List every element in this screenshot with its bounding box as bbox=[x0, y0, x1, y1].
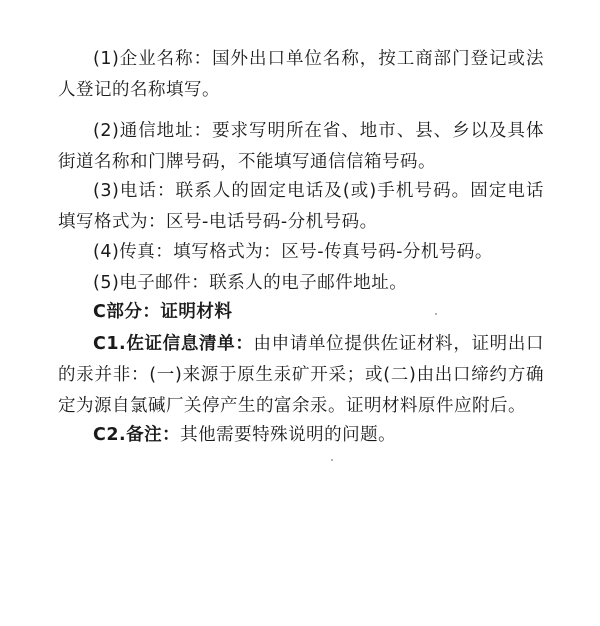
paragraph-mailing-address: (2)通信地址：要求写明所在省、地市、县、乡以及具体街道名称和门牌号码，不能填写通信信箱号码。 bbox=[58, 121, 544, 172]
paragraph-company-name: (1)企业名称：国外出口单位名称，按工商部门登记或法人登记的名称填写。 bbox=[58, 49, 544, 100]
paragraph-fax: (4)传真：填写格式为：区号-传真号码-分机号码。 bbox=[93, 242, 493, 262]
paragraph-c2 bbox=[58, 420, 544, 451]
scan-speck bbox=[435, 313, 437, 315]
paragraph-email: (5)电子邮件：联系人的电子邮件地址。 bbox=[93, 273, 408, 293]
c1-label: C1.佐证信息清单： bbox=[93, 334, 254, 354]
c2-label: C2.备注： bbox=[93, 425, 181, 445]
c2-text: 其他需要特殊说明的问题。 bbox=[180, 425, 397, 445]
paragraph-c1 bbox=[58, 329, 544, 422]
section-c-heading: C部分：证明材料 bbox=[93, 302, 233, 322]
scan-speck bbox=[331, 459, 333, 461]
c1-text: 由申请单位提供佐证材料，证明出口的汞并非：(一)来源于原生汞矿开采；或(二)由出口缔约方确定为源自氯碱厂关停产生的富余汞。证明材料原件应附后。 bbox=[58, 334, 544, 416]
paragraph-telephone: (3)电话：联系人的固定电话及(或)手机号码。固定电话填写格式为：区号-电话号码-分机号码。 bbox=[58, 181, 544, 232]
